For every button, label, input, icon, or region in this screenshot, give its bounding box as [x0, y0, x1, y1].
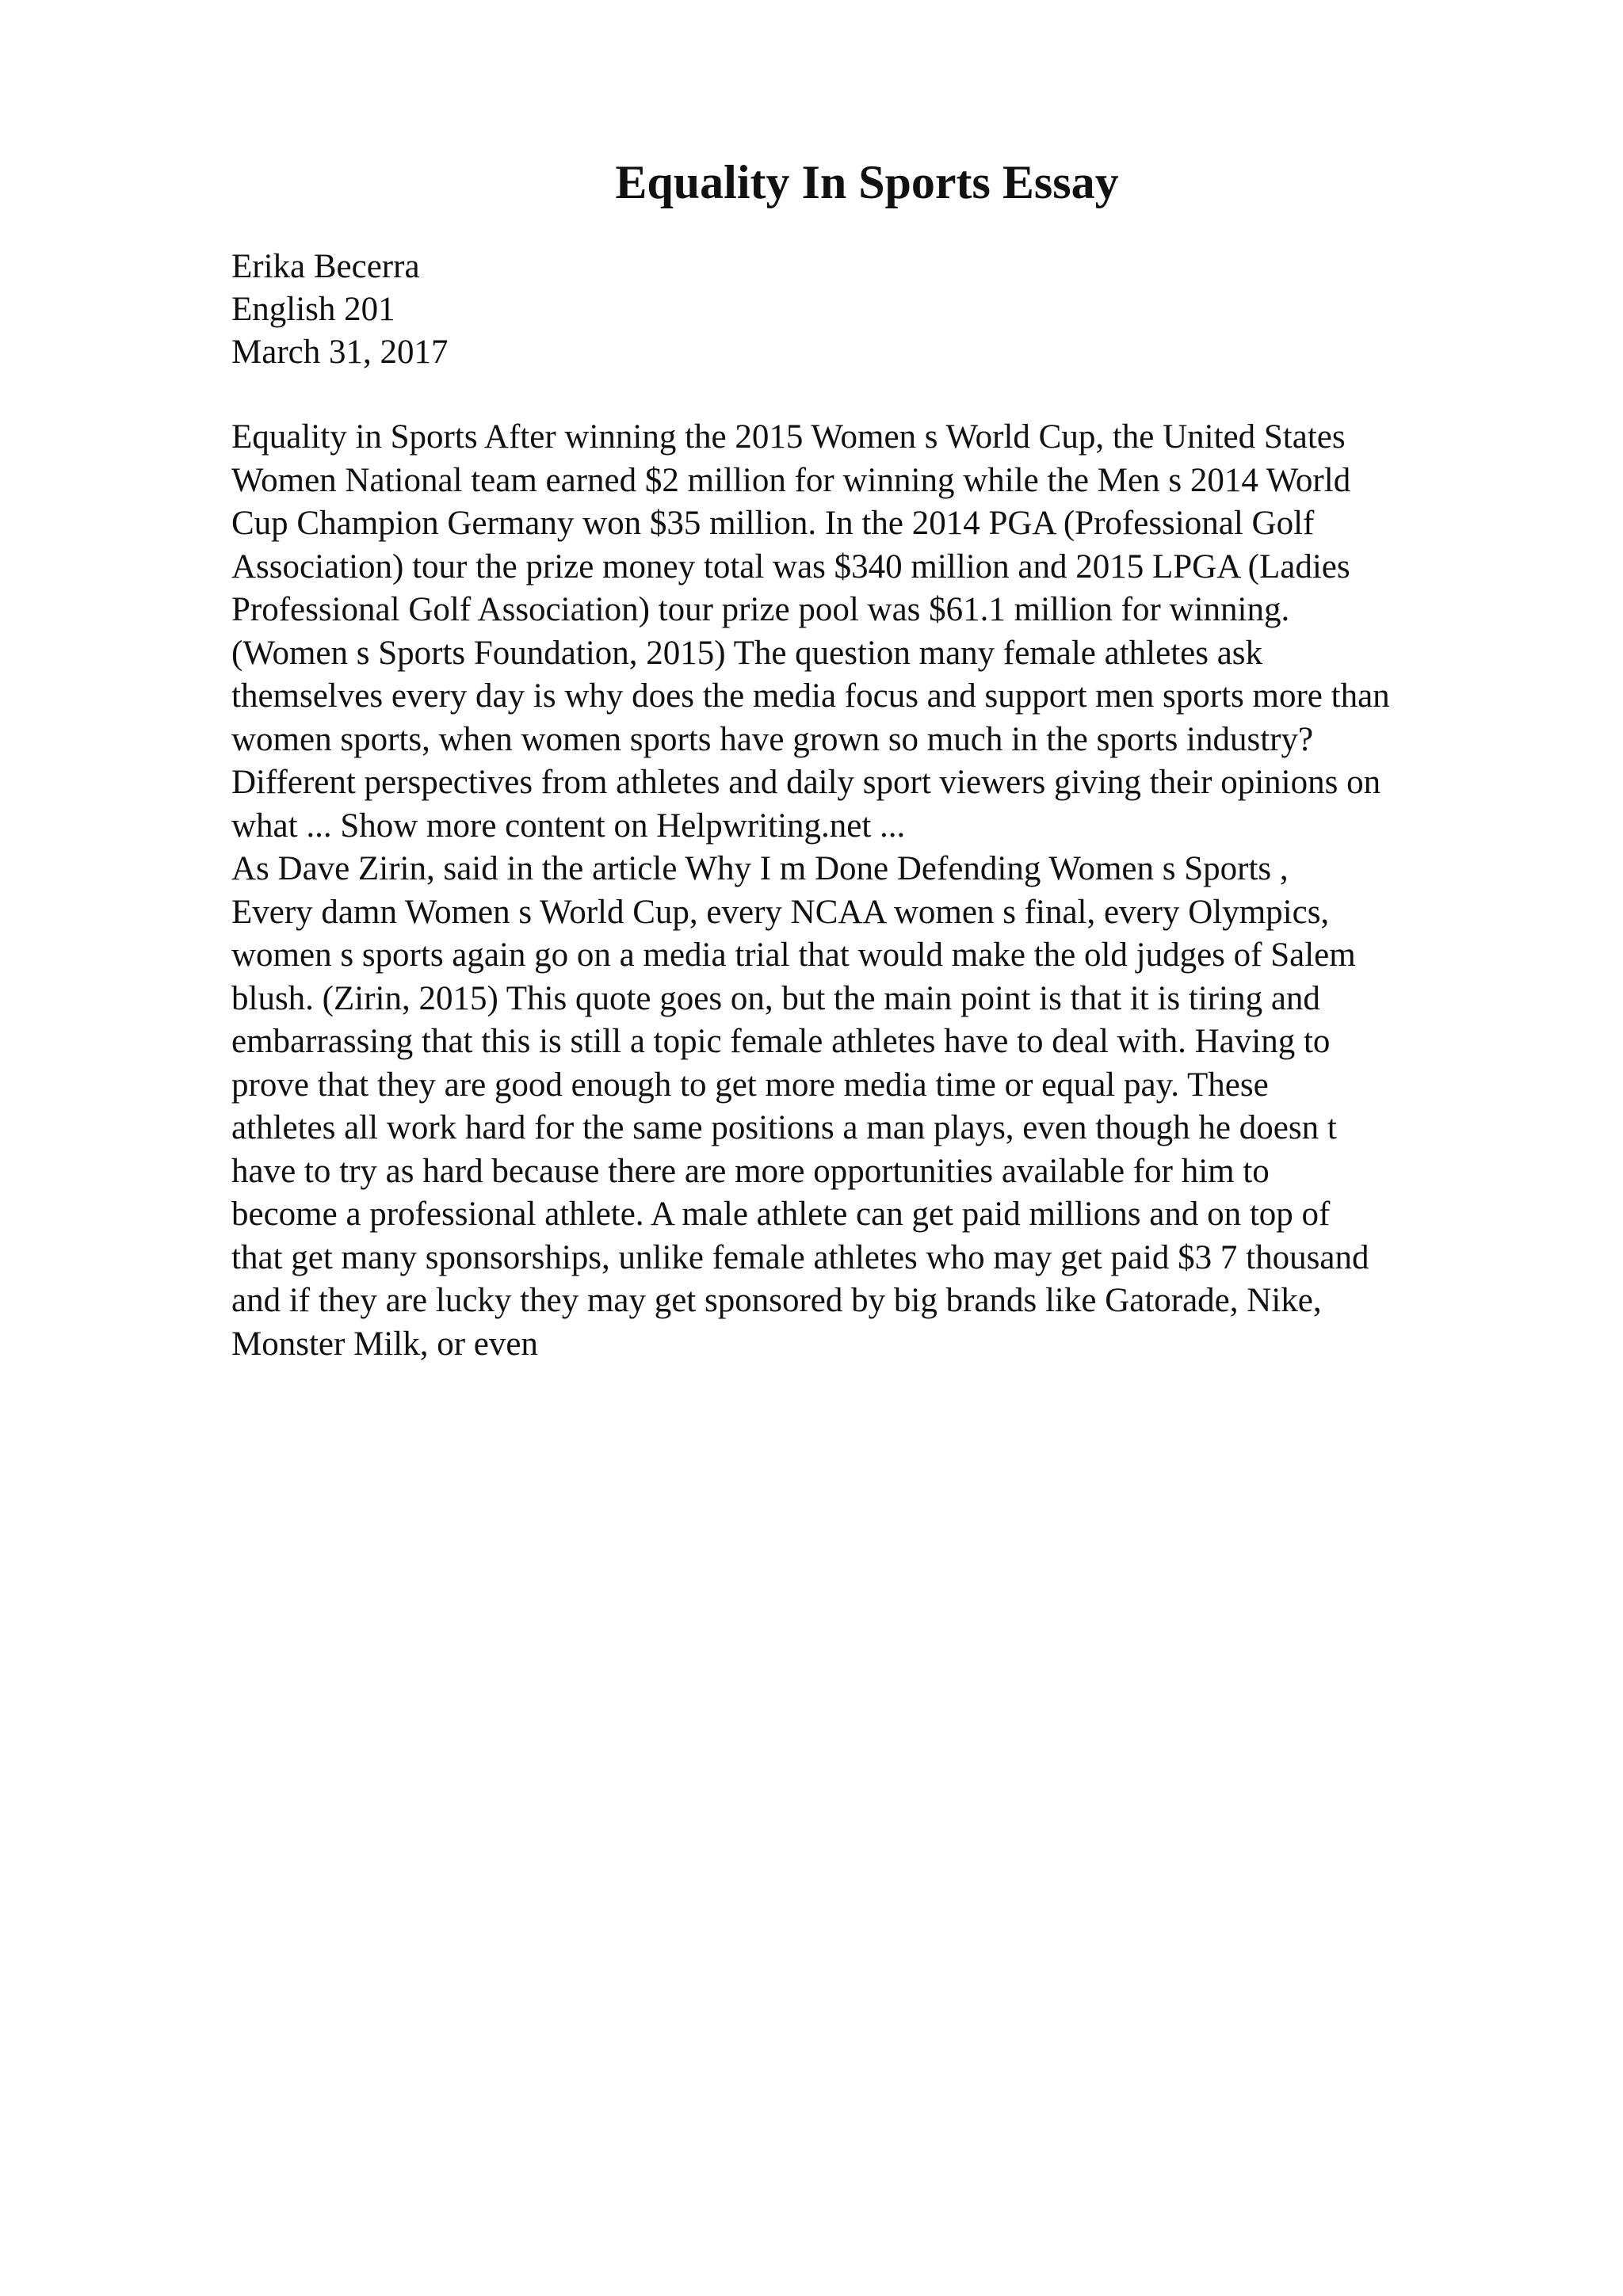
text-line: have to try as hard because there are more opportunities available for him to [231, 1152, 1270, 1190]
text-line: Professional Golf Association) tour prize pool was $61.1 million for winning. [231, 591, 1290, 628]
course-name: English 201 [231, 291, 395, 328]
text-line: women sports, when women sports have grown so much in the sports industry? [231, 720, 1314, 758]
text-line: women s sports again go on a media trial that would make the old judges of Salem [231, 936, 1356, 974]
paragraph-2 [231, 848, 1539, 1366]
text-line: athletes all work hard for the same positions a man plays, even though he doesn t [231, 1109, 1337, 1146]
text-line: (Women s Sports Foundation, 2015) The question many female athletes ask [231, 634, 1263, 672]
text-line: Monster Milk, or even [231, 1325, 538, 1363]
text-line: Cup Champion Germany won $35 million. In the 2014 PGA (Professional Golf [231, 505, 1315, 542]
text-line: Association) tour the prize money total was $340 million and 2015 LPGA (Ladies [231, 547, 1350, 585]
text-line: themselves every day is why does the media focus and support men sports more than [231, 677, 1390, 715]
text-line: that get many sponsorships, unlike female athletes who may get paid $3 7 thousand [231, 1238, 1369, 1276]
text-line: and if they are lucky they may get sponsored by big brands like Gatorade, Nike, [231, 1282, 1322, 1319]
text-line: blush. (Zirin, 2015) This quote goes on, but the main point is that it is tiring and [231, 979, 1320, 1017]
text-line: what ... Show more content on Helpwriting.net ... [231, 807, 906, 845]
text-line: embarrassing that this is still a topic female athletes have to deal with. Having to [231, 1023, 1331, 1060]
text-line: Equality in Sports After winning the 2015 Women s World Cup, the United States [231, 418, 1346, 456]
paragraph-1 [231, 416, 1539, 848]
document-header [231, 246, 1539, 374]
text-line: prove that they are good enough to get more media time or equal pay. These [231, 1066, 1269, 1104]
text-line: Every damn Women s World Cup, every NCAA women s final, every Olympics, [231, 893, 1330, 931]
text-line: Different perspectives from athletes and daily sport viewers giving their opinions on [231, 764, 1381, 801]
text-line: Women National team earned $2 million for winning while the Men s 2014 World [231, 461, 1351, 499]
text-line: As Dave Zirin, said in the article Why I m Done Defending Women s Sports , [231, 850, 1289, 887]
document-body [231, 416, 1539, 1366]
document-date: March 31, 2017 [231, 334, 449, 371]
author-name: Erika Becerra [231, 248, 420, 285]
text-line: become a professional athlete. A male athlete can get paid millions and on top of [231, 1196, 1331, 1233]
document-title: Equality In Sports Essay [615, 156, 1119, 208]
